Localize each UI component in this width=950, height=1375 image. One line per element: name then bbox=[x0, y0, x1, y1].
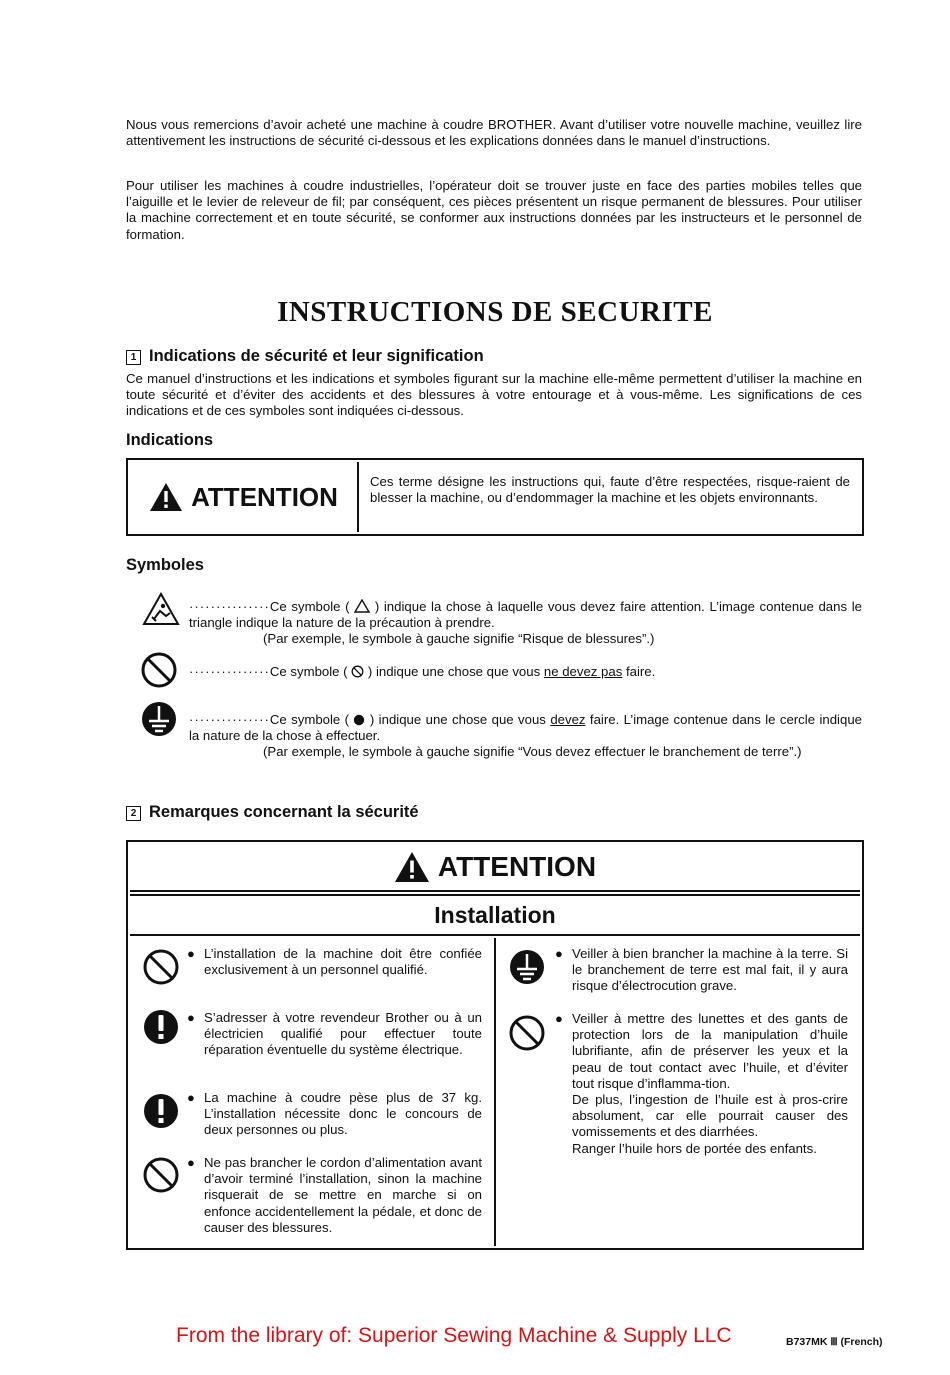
library-footer: From the library of: Superior Sewing Machine & Supply LLC bbox=[176, 1324, 732, 1347]
attention-indication-box bbox=[126, 458, 864, 536]
intro-paragraph-1: Nous vous remercions d’avoir acheté une machine à coudre BROTHER. Avant d’utiliser votre nouvelle machine, veuillez lire attentivement les instructions de sécurité ci-dessous et les explications données dans le manuel d’instructions. bbox=[126, 117, 862, 149]
prohibition-icon bbox=[508, 1014, 546, 1052]
installation-heading: Installation bbox=[434, 902, 556, 928]
indications-heading: Indications bbox=[126, 431, 214, 449]
column-divider bbox=[494, 938, 496, 1246]
attention-label: ATTENTION bbox=[437, 851, 597, 882]
symbol-description-2: ···············Ce symbole ( ) indique une chose que vous ne devez pas faire. bbox=[189, 664, 656, 679]
prohibition-icon bbox=[140, 651, 178, 689]
mandatory-icon bbox=[142, 1008, 180, 1046]
symbol-description-1: ···············Ce symbole ( ) indique la chose à laquelle vous devez faire attention. L’image contenue dans le triangle indique la nature de la précaution à prendre. (Par exemple, le symbole à gauche signifie “Risque de blessures”.) bbox=[189, 599, 862, 647]
installation-item: L’installation de la machine doit être confiée exclusivement à un personnel qualifié. bbox=[204, 946, 482, 978]
document-code: B737MK Ⅲ (French) bbox=[786, 1336, 883, 1348]
attention-description: Ces terme désigne les instructions qui, faute d’être respectées, risque-raient de blesser la machine, ou d’endommager la machine et les objets environnants. bbox=[370, 474, 850, 506]
warning-triangle-icon bbox=[394, 851, 430, 883]
installation-item: La machine à coudre pèse plus de 37 kg. L’installation nécessite donc le concours de deux personnes ou plus. bbox=[204, 1090, 482, 1138]
attention-header bbox=[130, 844, 860, 890]
installation-item: Veiller à mettre des lunettes et des gants de protection lors de la manipulation d’huile lubrifiante, afin de préserver les yeux et la peau de tout contact avec l’huile, et d’éviter tout risque d’inflamma-tion. De plus, l’ingestion de l’huile est à pros-crire absolument, car elle pourrait causer des vomissements et des diarrhées. Ranger l’huile hors de portée des enfants. bbox=[572, 1011, 848, 1156]
section-1-title: Indications de sécurité et leur signification bbox=[149, 347, 484, 365]
triangle-warning-icon bbox=[142, 592, 180, 626]
section-2-heading bbox=[126, 803, 419, 822]
prohibition-icon bbox=[142, 948, 180, 986]
safety-attention-box: ATTENTION Installation ● L’installation de la machine doit être confiée exclusivement à un personnel qualifié. ● S’adresser à votre revendeur Brother ou à un électricien qualifié pour effectuer toute réparation éventuelle du système électrique. ● La machine à coudre pèse plus de 37 kg. L’installation nécessite donc le concours de deux personnes ou plus. ● Ne pas brancher le cordon d’alimentation avant d’avoir terminé l’installation, sinon la machine risquerait de se mettre en marche si on enfonce accidentellement la pédale, et donc de causer des blessures. ● Veiller à bien brancher la machine à la terre. Si le branchement de terre est mal fait, il y aura risque d’électrocution grave. ● Veiller à mettre des lunettes et des gants de protection lors de la manipulation d’huile lubrifiante, afin de préserver les yeux et la peau de tout contact avec l’huile, et d’éviter tout risque d’inflamma-tion. De plus, l’ingestion de l’huile est à pros-crire absolument, car elle pourrait causer des vomissements et des diarrhées. Ranger l’huile hors de portée des enfants. bbox=[126, 840, 864, 1250]
divider bbox=[130, 934, 860, 936]
small-prohibition-icon bbox=[351, 665, 364, 678]
small-triangle-icon bbox=[354, 599, 370, 613]
installation-item: Ne pas brancher le cordon d’alimentation avant d’avoir terminé l’installation, sinon la machine risquerait de se mettre en marche si on enfonce accidentellement la pédale, et donc de causer des blessures. bbox=[204, 1155, 482, 1235]
section-number-box: 2 bbox=[126, 806, 141, 821]
ground-icon bbox=[140, 700, 178, 738]
symbol-description-3: ···············Ce symbole ( ) indique une chose que vous devez faire. L’image contenue dans le cercle indique la nature de la chose à effectuer. (Par exemple, le symbole à gauche signifie “Vous devez effectuer le branchement de terre”.) bbox=[189, 712, 862, 760]
warning-triangle-icon bbox=[149, 482, 183, 512]
attention-label-cell bbox=[130, 462, 359, 532]
section-2-title: Remarques concernant la sécurité bbox=[149, 803, 419, 821]
ground-icon bbox=[508, 948, 546, 986]
symboles-heading: Symboles bbox=[126, 556, 204, 574]
section-number-box: 1 bbox=[126, 350, 141, 365]
divider bbox=[130, 890, 860, 892]
mandatory-icon bbox=[142, 1092, 180, 1130]
page-title: INSTRUCTIONS DE SECURITE bbox=[277, 296, 713, 328]
small-filled-circle-icon bbox=[353, 714, 365, 726]
intro-paragraph-2: Pour utiliser les machines à coudre industrielles, l’opérateur doit se trouver juste en face des parties mobiles telles que l’aiguille et le levier de releveur de fil; par conséquent, ces pièces présentent un risque permanent de blessures. Pour utiliser la machine correctement et en toute sécurité, se conformer aux instructions données par les instructeurs et le personnel de formation. bbox=[126, 178, 862, 242]
section-1-text: Ce manuel d’instructions et les indications et symboles figurant sur la machine elle-même permettent d’utiliser la machine en toute sécurité et d’éviter des accidents et des blessures à votre entourage et à vous-même. Les significations de ces indications et de ces symboles sont indiquées ci-dessous. bbox=[126, 371, 862, 419]
installation-item: S’adresser à votre revendeur Brother ou à un électricien qualifié pour effectuer toute réparation éventuelle du système électrique. bbox=[204, 1010, 482, 1058]
prohibition-icon bbox=[142, 1156, 180, 1194]
installation-item: Veiller à bien brancher la machine à la terre. Si le branchement de terre est mal fait, il y aura risque d’électrocution grave. bbox=[572, 946, 848, 994]
section-1-heading bbox=[126, 347, 484, 366]
attention-label: ATTENTION bbox=[191, 481, 338, 512]
